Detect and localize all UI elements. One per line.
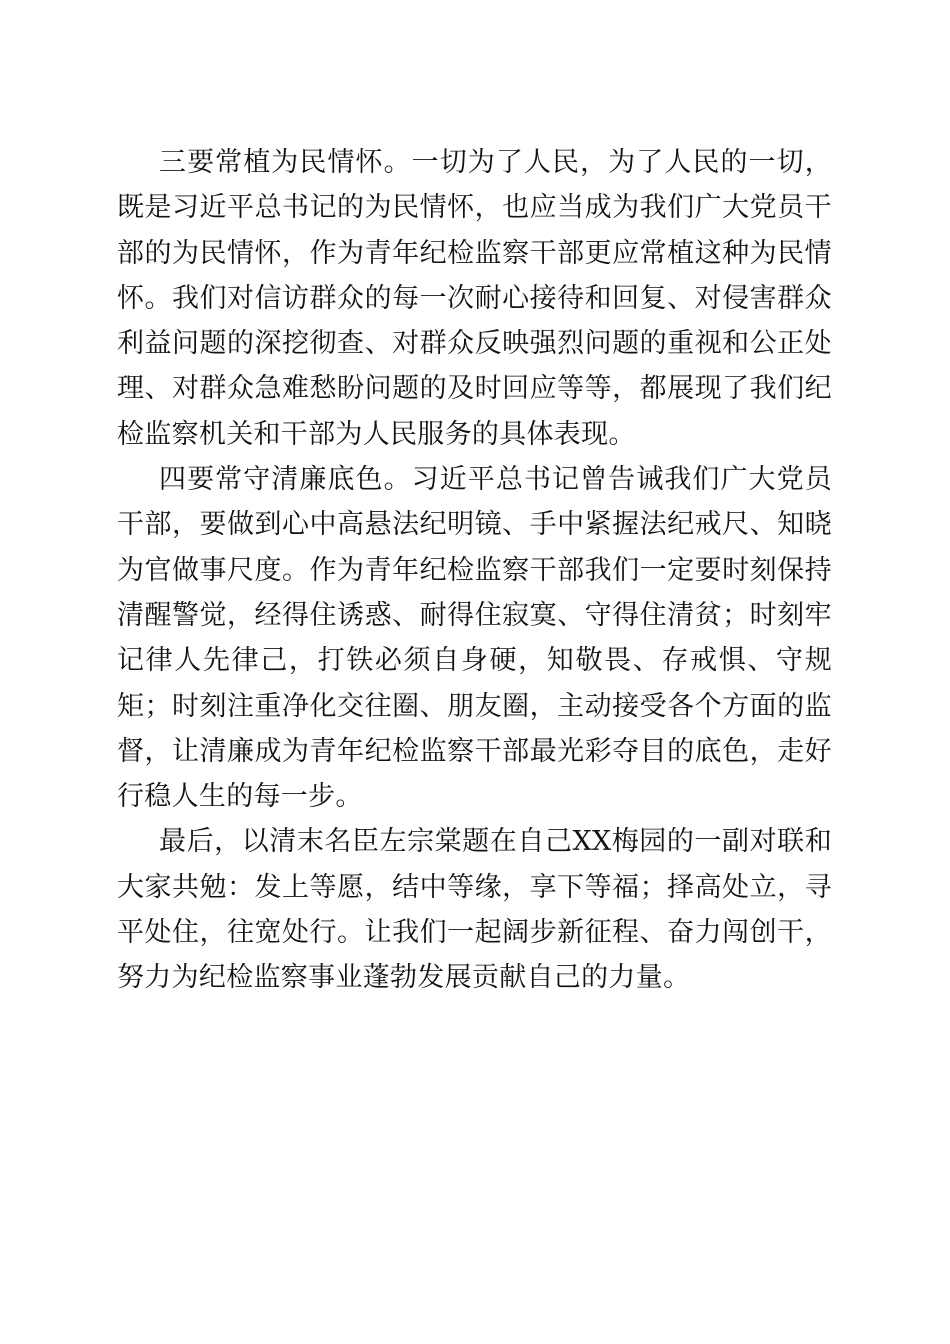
paragraph-closing: 最后，以清末名臣左宗棠题在自己XX梅园的一副对联和大家共勉：发上等愿，结中等缘，享下等福；择高处立，寻平处住，往宽处行。让我们一起阔步新征程、奋力闯创干，努力为纪检监察事业蓬勃发展贡献自己的力量。 — [117, 826, 832, 994]
paragraph-integrity: 四要常守清廉底色。习近平总书记曾告诫我们广大党员干部，要做到心中高悬法纪明镜、手中紧握法纪戒尺、知晓为官做事尺度。作为青年纪检监察干部我们一定要时刻保持清醒警觉，经得住诱惑、耐得住寂寞、守得住清贫；时刻牢记律人先律己，打铁必须自身硬，知敬畏、存戒惧、守规矩；时刻注重净化交往圈、朋友圈，主动接受各个方面的监督，让清廉成为青年纪检监察干部最光彩夺目的底色，走好行稳人生的每一步。 — [117, 464, 832, 813]
document-body — [117, 140, 832, 1001]
paragraph-people-sentiment: 三要常植为民情怀。一切为了人民，为了人民的一切，既是习近平总书记的为民情怀，也应当成为我们广大党员干部的为民情怀，作为青年纪检监察干部更应常植这种为民情怀。我们对信访群众的每一次耐心接待和回复、对侵害群众利益问题的深挖彻查、对群众反映强烈问题的重视和公正处理、对群众急难愁盼问题的及时回应等等，都展现了我们纪检监察机关和干部为人民服务的具体表现。 — [117, 147, 832, 450]
